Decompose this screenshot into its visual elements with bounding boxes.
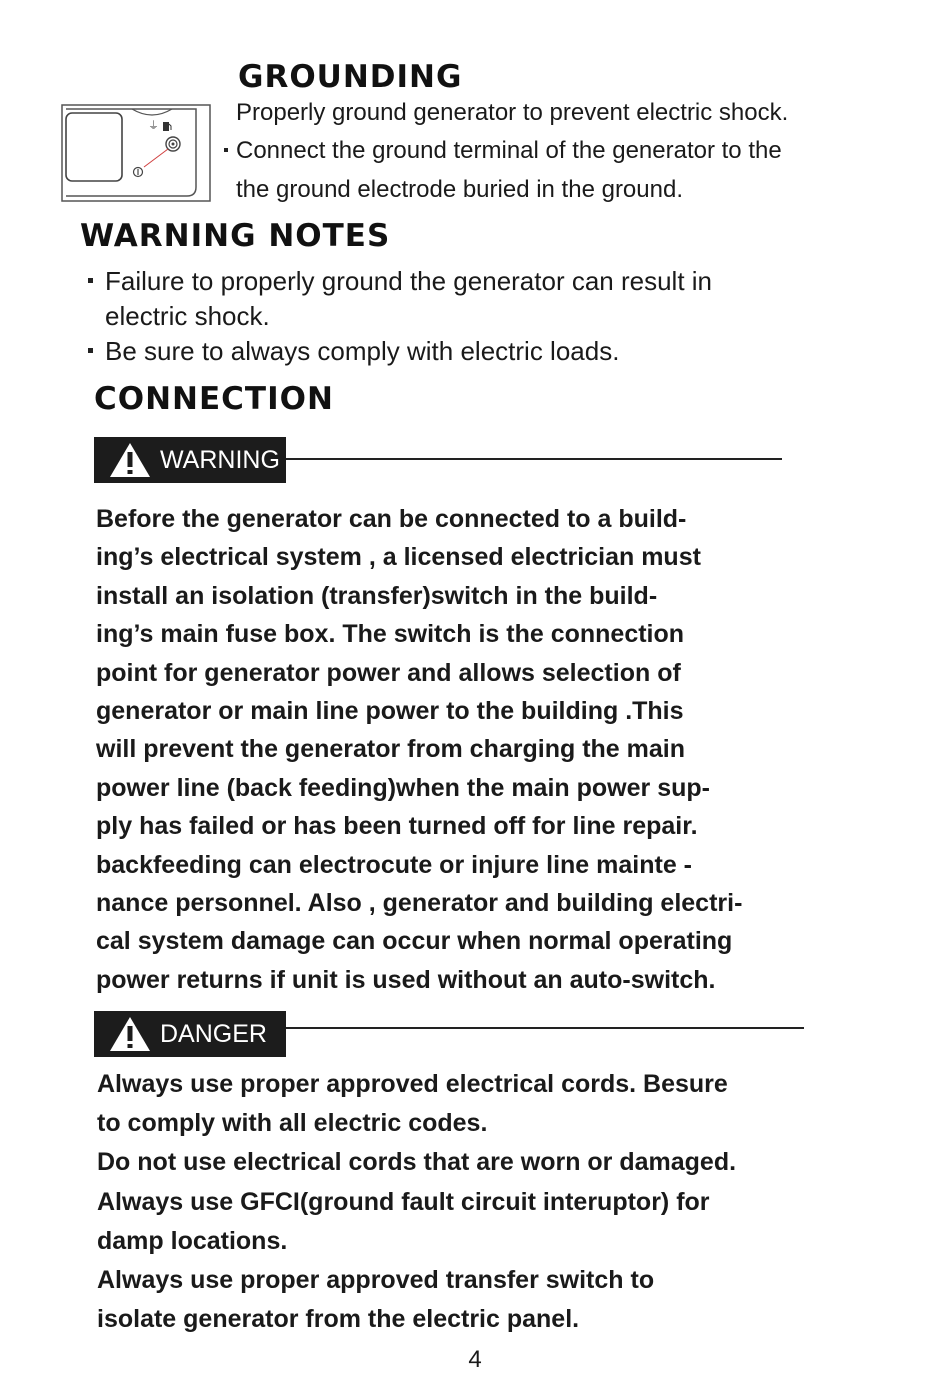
danger-line: to comply with all electric codes. (97, 1109, 488, 1138)
ground-symbol-icon: ⏚ (148, 120, 159, 132)
danger-line: Always use proper approved electrical cords. Besure (97, 1070, 728, 1098)
danger-label: DANGER (160, 1019, 267, 1048)
warning-line: ing’s electrical system , a licensed electrician must (96, 543, 701, 572)
danger-badge (94, 1011, 286, 1057)
danger-divider (286, 1027, 804, 1029)
danger-line: Always use proper approved transfer switch to (97, 1266, 655, 1295)
ground-terminal-diagram (60, 103, 212, 203)
danger-line: Always use GFCI(ground fault circuit interuptor) for (97, 1187, 710, 1216)
warning-line: power line (back feeding)when the main power sup- (96, 773, 710, 802)
warning-notes-title: WARNING NOTES (80, 218, 391, 254)
danger-paragraph (97, 1065, 736, 1339)
warning-label: WARNING (160, 445, 280, 474)
warning-note-text: Be sure to always comply with electric loads. (105, 336, 620, 366)
warning-paragraph (96, 500, 742, 999)
danger-line: damp locations. (97, 1226, 288, 1255)
grounding-text-line: the ground electrode buried in the ground. (236, 176, 683, 203)
danger-triangle-icon (108, 1015, 152, 1053)
page-number: 4 (468, 1346, 482, 1373)
bullet-icon (88, 278, 93, 283)
warning-line: ply has failed or has been turned off for line repair. (96, 812, 698, 841)
warning-line: power returns if unit is used without an auto-switch. (96, 965, 716, 994)
grounding-title: GROUNDING (238, 59, 463, 95)
warning-triangle-icon (108, 441, 152, 479)
warning-line: Before the generator can be connected to a build- (96, 505, 687, 533)
connection-title: CONNECTION (94, 381, 334, 417)
warning-line: generator or main line power to the building .This (96, 697, 684, 726)
warning-line: will prevent the generator from charging the main (96, 735, 685, 764)
warning-line: cal system damage can occur when normal operating (96, 927, 733, 956)
warning-note-text: Failure to properly ground the generator can result in (105, 266, 713, 296)
warning-line: backfeeding can electrocute or injure line mainte - (96, 850, 692, 879)
bullet-icon (88, 348, 93, 353)
warning-line: install an isolation (transfer)switch in the build- (96, 581, 658, 610)
danger-line: Do not use electrical cords that are worn or damaged. (97, 1148, 737, 1177)
grounding-bullet-line (224, 136, 782, 166)
warning-divider (286, 458, 782, 460)
grounding-bullet-text: Connect the ground terminal of the generator to the (236, 137, 782, 164)
warning-badge (94, 437, 286, 483)
warning-note-continuation: electric shock. (105, 301, 270, 331)
grounding-text-line: Properly ground generator to prevent electric shock. (236, 99, 789, 126)
warning-line: ing’s main fuse box. The switch is the connection (96, 620, 685, 649)
fuel-pump-icon (162, 119, 172, 137)
danger-line: isolate generator from the electric panel. (97, 1305, 580, 1334)
bullet-icon (224, 148, 228, 152)
warning-note-item (88, 334, 619, 369)
warning-line: nance personnel. Also , generator and building electri- (96, 889, 743, 918)
warning-note-item (88, 264, 712, 299)
warning-line: point for generator power and allows selection of (96, 658, 681, 687)
